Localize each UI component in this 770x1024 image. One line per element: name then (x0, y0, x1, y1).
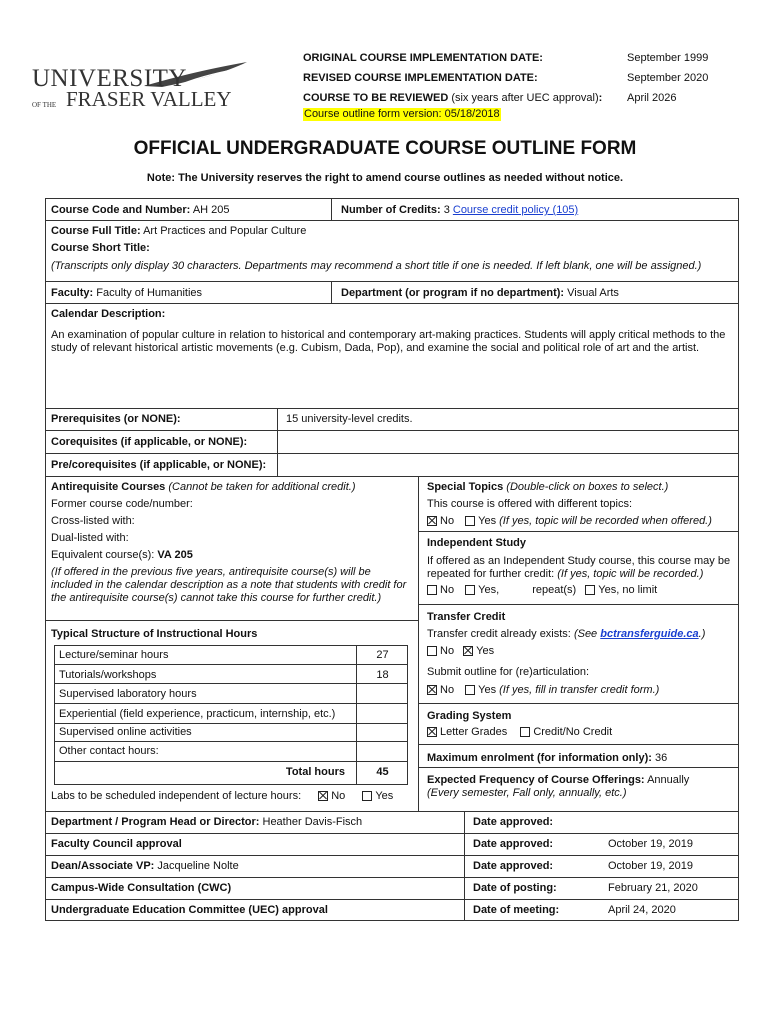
approval-value: Heather Davis-Fisch (262, 816, 363, 828)
labs-no-label: No (331, 790, 346, 802)
special-topics-note: (Double-click on boxes to select.) (506, 481, 669, 493)
credit-no-credit-label: Credit/No Credit (533, 726, 613, 738)
approval-date: April 24, 2020 (608, 904, 676, 916)
letter-grades-checkbox[interactable] (427, 727, 437, 737)
approval-date-label: Date of posting: (473, 882, 557, 894)
approval-label: Faculty Council approval (51, 838, 182, 850)
structure-label: Typical Structure of Instructional Hours (51, 628, 258, 640)
total-hours-value: 45 (376, 766, 389, 778)
frequency-value: Annually (647, 774, 690, 786)
labs-no-checkbox[interactable] (318, 791, 328, 801)
transfer-no-label: No (440, 645, 455, 657)
antireq-label: Antirequisite Courses (51, 481, 166, 493)
independent-options (427, 584, 657, 597)
enrolment-row (427, 752, 667, 765)
approval-value: Jacqueline Nolte (157, 860, 239, 872)
orig-date-label: ORIGINAL COURSE IMPLEMENTATION DATE: (303, 52, 543, 64)
coreq-label: Corequisites (if applicable, or NONE): (51, 436, 248, 448)
logo-of-the: OF THE (32, 101, 57, 109)
approval-label: Dean/Associate VP: (51, 860, 155, 872)
frequency-label: Expected Frequency of Course Offerings: (427, 774, 645, 786)
short-title-label: Course Short Title: (51, 242, 150, 254)
faculty-value: Faculty of Humanities (96, 287, 203, 299)
submit-outline-label: Submit outline for (re)articulation: (427, 666, 590, 678)
total-hours-label: Total hours (285, 766, 345, 778)
independent-yes-checkbox[interactable] (465, 585, 475, 595)
department-row (341, 287, 619, 300)
page-title: OFFICIAL UNDERGRADUATE COURSE OUTLINE FORM (133, 138, 637, 159)
transfer-see: (See (573, 628, 601, 640)
credit-no-credit-checkbox[interactable] (520, 727, 530, 737)
antireq-heading (51, 481, 355, 494)
special-topics-heading (427, 481, 668, 494)
hours-row-name: Other contact hours: (59, 745, 159, 757)
enrolment-label: Maximum enrolment (for information only): (427, 752, 652, 764)
grading-options (427, 726, 612, 739)
antireq-note: (Cannot be taken for additional credit.) (168, 481, 356, 493)
prereq-label: Prerequisites (or NONE): (51, 413, 181, 425)
independent-yes-label: Yes, (478, 584, 500, 596)
special-yes-checkbox[interactable] (465, 516, 475, 526)
approval-label: Department / Program Head or Director: (51, 816, 260, 828)
short-title-note: (Transcripts only display 30 characters. Departments may recommend a short title if one is needed. If left blank, one will be assigned.) (51, 260, 702, 272)
enrolment-value: 36 (654, 752, 668, 764)
logo-line1: UNIVERSITY (32, 65, 187, 92)
course-code-row (51, 204, 230, 217)
independent-study-text (427, 555, 737, 581)
approval-label: Campus-Wide Consultation (CWC) (51, 882, 232, 894)
transfer-exists-row (427, 628, 705, 641)
credits-label: Number of Credits: (341, 204, 441, 216)
approval-row (51, 882, 231, 895)
submit-no-label: No (440, 684, 455, 696)
independent-text: If offered as an Independent Study course, this course may be repeated for further credit: (427, 555, 731, 580)
labs-yes-label: Yes (375, 790, 394, 802)
precoreq-label: Pre/corequisites (if applicable, or NONE): (51, 459, 267, 471)
independent-nolimit-label: Yes, no limit (598, 584, 658, 596)
special-topics-text: This course is offered with different topics: (427, 498, 633, 510)
approval-row (51, 838, 182, 851)
special-no-label: No (440, 515, 455, 527)
approval-date: October 19, 2019 (608, 860, 694, 872)
page-note: Note: The University reserves the right to amend course outlines as needed without notice. (146, 172, 624, 184)
independent-no-label: No (440, 584, 455, 596)
approval-date-label: Date approved: (473, 838, 554, 850)
equivalent-value: VA 205 (157, 549, 193, 561)
frequency-row (427, 774, 689, 787)
special-topics-label: Special Topics (427, 481, 504, 493)
full-title-row (51, 225, 306, 238)
frequency-note: (Every semester, Fall only, annually, etc.) (427, 787, 627, 799)
labs-yes-checkbox[interactable] (362, 791, 372, 801)
department-label: Department (or program if no department): (341, 287, 565, 299)
hours-row-value: 18 (376, 669, 389, 681)
submit-outline-options (427, 684, 659, 697)
review-note: (six years after UEC approval) (451, 92, 599, 104)
labs-label: Labs to be scheduled independent of lecture hours: (51, 790, 302, 802)
labs-row (51, 790, 393, 803)
submit-no-checkbox[interactable] (427, 685, 437, 695)
credit-policy-link[interactable]: Course credit policy (105) (452, 204, 579, 216)
department-value: Visual Arts (567, 287, 619, 299)
dual-listed-label: Dual-listed with: (51, 532, 129, 544)
special-topics-options (427, 515, 712, 528)
university-logo (32, 60, 247, 120)
rev-date-value: September 2020 (627, 72, 709, 84)
approval-date: February 21, 2020 (608, 882, 698, 894)
review-colon: : (598, 92, 603, 104)
special-yes-label: Yes (478, 515, 497, 527)
bctransferguide-link[interactable]: bctransferguide.ca (600, 628, 699, 640)
approval-date-label: Date approved: (473, 860, 554, 872)
calendar-label: Calendar Description: (51, 308, 166, 320)
hours-row-name: Supervised laboratory hours (59, 688, 197, 700)
equivalent-label: Equivalent course(s): (51, 549, 155, 561)
full-title-value: Art Practices and Popular Culture (143, 225, 307, 237)
independent-no-checkbox[interactable] (427, 585, 437, 595)
independent-study-label: Independent Study (427, 537, 526, 549)
transfer-yes-checkbox[interactable] (463, 646, 473, 656)
transfer-exists-options (427, 645, 494, 658)
approval-row (51, 816, 362, 829)
equivalent-note: (If offered in the previous five years, antirequisite course(s) will be included in the calendar description as a note that students with credit for the antirequisite course(s) cannot take this course for further credit.) (51, 566, 407, 604)
equivalent-row (51, 549, 193, 562)
transfer-credit-label: Transfer Credit (427, 611, 506, 623)
faculty-label: Faculty: (51, 287, 94, 299)
special-no-checkbox[interactable] (427, 516, 437, 526)
independent-note: (If yes, topic will be recorded.) (557, 568, 704, 580)
cross-listed-label: Cross-listed with: (51, 515, 135, 527)
submit-yes-label: Yes (478, 684, 497, 696)
transfer-yes-label: Yes (476, 645, 495, 657)
hours-row-name: Supervised online activities (59, 726, 192, 738)
approval-row (51, 904, 328, 917)
approval-row (51, 860, 239, 873)
independent-repeats-label: repeat(s) (532, 584, 577, 596)
logo-line2: FRASER VALLEY (66, 87, 232, 111)
form-version: Course outline form version: 05/18/2018 (304, 108, 500, 120)
approval-label: Undergraduate Education Committee (UEC) approval (51, 904, 328, 916)
review-date-row (303, 92, 602, 105)
independent-nolimit-checkbox[interactable] (585, 585, 595, 595)
submit-yes-note: (If yes, fill in transfer credit form.) (499, 684, 660, 696)
course-code-value: AH 205 (192, 204, 230, 216)
hours-row-name: Experiential (field experience, practicum, internship, etc.) (59, 708, 336, 720)
credits-row (341, 204, 578, 217)
hours-row-name: Tutorials/workshops (59, 669, 157, 681)
review-label: COURSE TO BE REVIEWED (303, 92, 449, 104)
course-code-label: Course Code and Number: (51, 204, 191, 216)
rev-date-label: REVISED COURSE IMPLEMENTATION DATE: (303, 72, 538, 84)
hours-row-value: 27 (376, 649, 389, 661)
transfer-exists-label: Transfer credit already exists: (427, 628, 571, 640)
transfer-no-checkbox[interactable] (427, 646, 437, 656)
special-yes-note: (If yes, topic will be recorded when offered.) (499, 515, 712, 527)
approval-date: October 19, 2019 (608, 838, 694, 850)
letter-grades-label: Letter Grades (440, 726, 508, 738)
calendar-description: An examination of popular culture in relation to historical and contemporary art-making practices. Students will apply critical methods to the study of relevant historical artistic movements (e.g. Cubism, Dada, Pop), and examine the social and political role of art and the artist. (51, 329, 726, 354)
submit-yes-checkbox[interactable] (465, 685, 475, 695)
hours-row-name: Lecture/seminar hours (59, 649, 169, 661)
faculty-row (51, 287, 202, 300)
orig-date-value: September 1999 (627, 52, 709, 64)
former-code-label: Former course code/number: (51, 498, 193, 510)
approval-date-label: Date of meeting: (473, 904, 560, 916)
full-title-label: Course Full Title: (51, 225, 141, 237)
approval-date-label: Date approved: (473, 816, 554, 828)
credits-value: 3 (443, 204, 450, 216)
transfer-close: .) (698, 628, 706, 640)
review-date-value: April 2026 (627, 92, 677, 104)
grading-label: Grading System (427, 710, 512, 722)
prereq-value: 15 university-level credits. (286, 413, 413, 425)
